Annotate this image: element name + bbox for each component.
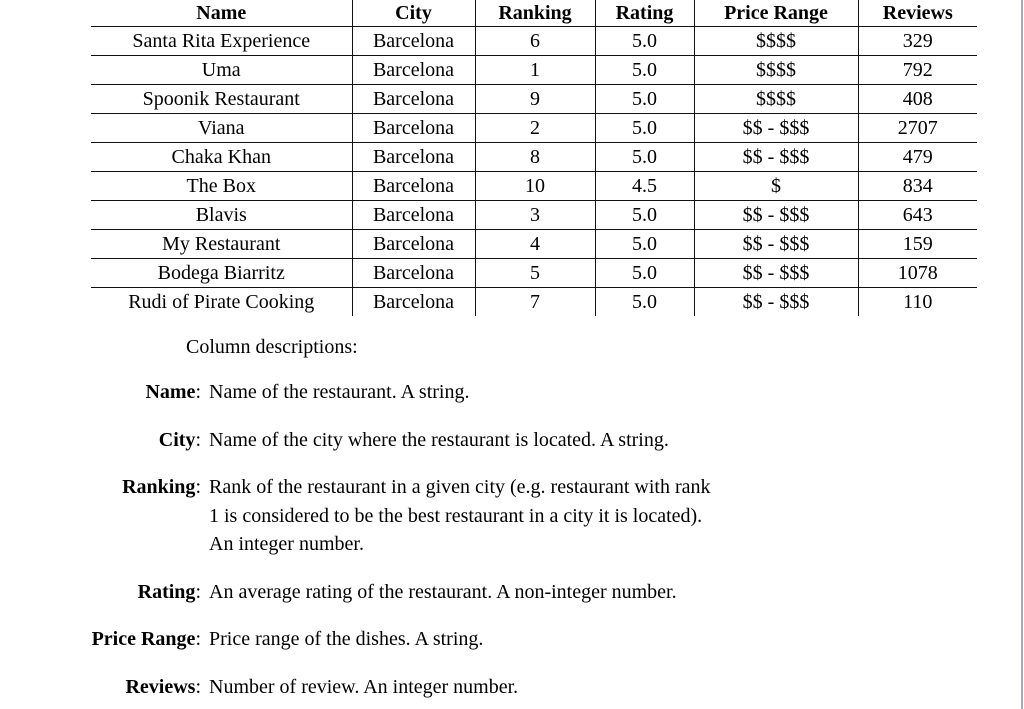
description-label: Name:	[145, 381, 201, 403]
table-cell-city: Barcelona	[352, 259, 475, 288]
table-cell-price-range: $$ - $$$	[694, 288, 858, 317]
description-entry	[0, 578, 960, 607]
table-cell-rating: 5.0	[595, 259, 694, 288]
table-cell-rating: 5.0	[595, 201, 694, 230]
description-label: Reviews:	[125, 675, 201, 698]
table-row	[91, 259, 977, 288]
description-entry	[0, 673, 960, 702]
description-text	[209, 473, 909, 559]
table-cell-reviews: 792	[858, 56, 977, 85]
table-row	[91, 143, 977, 172]
table-cell-rating: 4.5	[595, 172, 694, 201]
table-cell-reviews: 110	[903, 290, 933, 313]
table-cell-ranking: 6	[475, 27, 595, 56]
table-cell-price-range: $$$$	[694, 56, 858, 85]
table-cell-reviews: 834	[858, 172, 977, 201]
table-header-row	[91, 0, 977, 27]
table-cell-price-range: $$ - $$$	[694, 114, 858, 143]
table-cell-city: Barcelona	[352, 27, 475, 56]
table-cell-name: My Restaurant	[91, 230, 352, 259]
table-cell-rating: 5.0	[595, 85, 694, 114]
column-header-ranking: Ranking	[475, 0, 595, 27]
table-cell-name: Viana	[91, 114, 352, 143]
table-cell-price-range: $$ - $$$	[694, 259, 858, 288]
table-row	[91, 172, 977, 201]
table-cell-name: Santa Rita Experience	[91, 27, 352, 56]
description-text-line: 1 is considered to be the best restaurant in a city it is located).	[209, 504, 703, 527]
table-cell-name: The Box	[91, 172, 352, 201]
table-cell-rating: 5.0	[595, 143, 694, 172]
table-cell-ranking: 1	[475, 56, 595, 85]
column-header-name: Name	[91, 0, 352, 27]
table-cell-rating: 5.0	[595, 230, 694, 259]
column-descriptions-heading: Column descriptions:	[186, 336, 358, 358]
description-text	[209, 578, 909, 607]
table-cell-name: Spoonik Restaurant	[91, 85, 352, 114]
description-text-line: Rank of the restaurant in a given city (e.g. restaurant with rank	[209, 476, 711, 498]
restaurants-table-body	[91, 27, 977, 317]
table-cell-ranking: 9	[475, 85, 595, 114]
description-text-line: An integer number.	[209, 533, 364, 555]
table-cell-rating: 5.0	[595, 114, 694, 143]
description-text-line: Name of the restaurant. A string.	[209, 381, 470, 403]
description-text	[209, 426, 909, 455]
table-cell-city: Barcelona	[352, 85, 475, 114]
description-entry	[0, 625, 960, 654]
page-right-edge-line	[1021, 0, 1023, 709]
table-cell-price-range: $$ - $$$	[694, 230, 858, 259]
table-cell-city: Barcelona	[352, 201, 475, 230]
table-cell-ranking: 4	[475, 230, 595, 259]
table-cell-price-range: $$ - $$$	[694, 143, 858, 172]
table-row	[91, 288, 977, 317]
table-cell-reviews: 159	[858, 230, 977, 259]
description-label: Price Range:	[91, 628, 201, 650]
description-text-line: Price range of the dishes. A string.	[209, 628, 484, 650]
table-row	[91, 56, 977, 85]
table-row	[91, 85, 977, 114]
column-header-price-range: Price Range	[694, 0, 858, 27]
description-entry	[0, 473, 960, 559]
table-row	[91, 27, 977, 56]
table-cell-price-range: $$$$	[694, 27, 858, 56]
description-label: City:	[158, 428, 201, 451]
table-row	[91, 230, 977, 259]
table-cell-city: Barcelona	[352, 288, 475, 317]
table-cell-ranking: 5	[475, 259, 595, 288]
table-row	[91, 201, 977, 230]
description-text	[209, 673, 909, 702]
table-cell-city: Barcelona	[352, 172, 475, 201]
description-text	[209, 625, 909, 654]
table-cell-name: Bodega Biarritz	[91, 259, 352, 288]
table-cell-reviews: 2707	[858, 114, 977, 143]
description-text	[209, 378, 909, 407]
table-cell-price-range: $$ - $$$	[694, 201, 858, 230]
table-cell-city: Barcelona	[352, 230, 475, 259]
table-cell-name: Uma	[91, 56, 352, 85]
table-cell-price-range: $	[694, 172, 858, 201]
column-descriptions-list	[0, 378, 960, 709]
table-cell-ranking: 7	[475, 288, 595, 317]
table-cell-price-range: $$$$	[694, 85, 858, 114]
table-cell-rating: 5.0	[595, 56, 694, 85]
table-cell-ranking: 10	[475, 172, 595, 201]
table-cell-name: Blavis	[91, 201, 352, 230]
table-cell-reviews: 643	[858, 201, 977, 230]
table-cell-ranking: 8	[475, 143, 595, 172]
description-label: Ranking:	[122, 476, 201, 498]
description-entry	[0, 378, 960, 407]
column-header-reviews: Reviews	[858, 0, 977, 27]
table-cell-ranking: 3	[475, 201, 595, 230]
table-cell-reviews: 1078	[858, 259, 977, 288]
column-header-city: City	[352, 0, 475, 27]
table-cell-rating: 5.0	[595, 288, 694, 317]
table-cell-rating: 5.0	[595, 27, 694, 56]
table-cell-name: Chaka Khan	[91, 143, 352, 172]
table-cell-ranking: 2	[475, 114, 595, 143]
table-cell-reviews: 408	[858, 85, 977, 114]
table-cell-city: Barcelona	[352, 114, 475, 143]
table-cell-reviews: 479	[858, 143, 977, 172]
description-text-line: An average rating of the restaurant. A non-integer number.	[209, 580, 677, 603]
table-cell-name: Rudi of Pirate Cooking	[91, 288, 352, 317]
table-row	[91, 114, 977, 143]
table-cell-city: Barcelona	[352, 56, 475, 85]
column-header-rating: Rating	[595, 0, 694, 27]
description-label: Rating:	[137, 580, 201, 603]
restaurants-table	[91, 0, 977, 316]
table-cell-reviews: 329	[858, 27, 977, 56]
table-cell-city: Barcelona	[352, 143, 475, 172]
description-text-line: Number of review. An integer number.	[209, 675, 519, 698]
description-entry	[0, 426, 960, 455]
description-text-line: Name of the city where the restaurant is located. A string.	[209, 428, 669, 451]
